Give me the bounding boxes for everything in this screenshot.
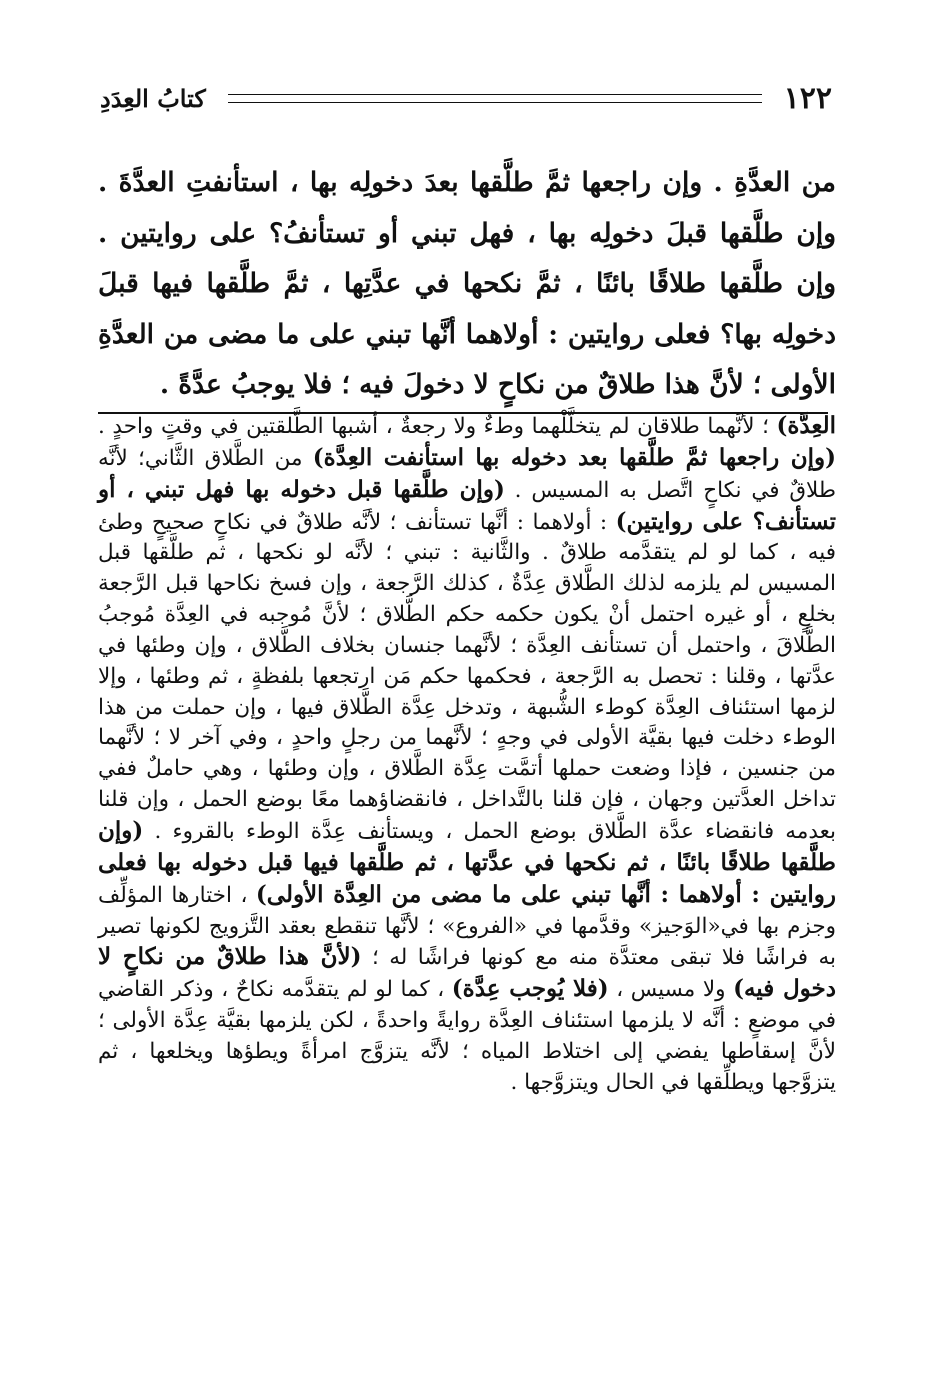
commentary-text: ؛ لأنَّهما طلاقان لم يتخلَّلْهما وطءٌ ولا رجعةٌ ، أشبها الطَّلقتين في وقتٍ واحدٍ . — [98, 414, 777, 439]
header-double-rule — [228, 94, 762, 103]
quoted-main-text: (وإن راجعها ثمَّ طلَّقها بعد دخوله بها استأنفت العِدَّة) — [312, 443, 836, 471]
page-number: ١٢٢ — [783, 80, 832, 116]
quoted-main-text: (فلا يُوجب عِدَّة) — [451, 975, 609, 1003]
commentary — [98, 411, 836, 1099]
quoted-main-text: (وإن طلَّقها قبل دخوله بها فهل تبني ، أو تستأنف؟ على روايتين) — [98, 475, 836, 535]
commentary-text: : أولاهما : أنَّها تستأنف ؛ لأنَّه طلاقٌ في نكاحٍ صحيحٍ وطئ فيه ، كما لو لم يتقدَّمه طلاقٌ . والثَّانية : تبني ؛ لأنَّه لو نكحها ، ثم طلَّقها قبل المسيس لم يلزمه لذلك الطَّلاق عِدَّةٌ ، كذلك الرَّجعة ، وإن فسخ نكاحها قبل الرَّجعة بخلعٍ ، أو غيره احتمل أنْ يكون حكمه حكم الطَّلاق ؛ لأنَّ مُوجبه في العِدَّة مُوجبُ الطَّلاقَ ، واحتمل أن تستأنف العِدَّة ؛ لأنَّهما جنسان بخلاف الطَّلاق ، وإن وطئها في عدَّتها ، وقلنا : تحصل به الرَّجعة ، فحكمها حكم مَن ارتجعها بلفظةٍ ، ثم وطئها ، وإلا لزمها استئناف العِدَّة كوطء الشُّبهة ، وتدخل عِدَّة الطَّلاق فيها ، وإن حملت من هذا الوطء دخلت فيها بقيَّة الأولى في وجهٍ ؛ لأنَّهما من رجلٍ واحدٍ ، وفي آخر لا ؛ لأنَّهما من جنسين ، فإذا وضعت حملها أتمَّت عِدَّة الطَّلاق ، وإن وطئها ، وهي حاملٌ ففي تداخل العدَّتين وجهان ، فإن قلنا بالتَّداخل ، فانقضاؤهما معًا بوضع الحمل ، وإن قلنا بعدمه فانقضاء عدَّة الطَّلاق بوضع الحمل ، ويستأنف عِدَّة الوطء بالقروء . — [98, 509, 836, 844]
running-header — [100, 78, 832, 118]
commentary-paragraph — [98, 411, 836, 1099]
quoted-main-text: العِدَّة) — [776, 412, 836, 439]
running-title: كتابُ العِدَدِ — [100, 83, 206, 113]
commentary-text: من الطَّلاق الثَّاني؛ لأنَّه طلاقٌ في نكاحٍ اتَّصل به المسيس . — [98, 445, 836, 503]
commentary-text: ، اختارها المؤلِّف وجزم بها في«الوَجيز» وقدَّمها في «الفروع» ؛ لأنَّها تنقطع بعقد التَّزويج لكونها تصير به فراشًا فلا تبقى معتدَّة منه مع كونها فراشًا له ؛ — [98, 882, 837, 971]
main-text: من العدَّةِ . وإن راجعها ثمَّ طلَّقها بعدَ دخولِه بها ، استأنفتِ العدَّةَ . وإن طلَّقها قبلَ دخولِه بها ، فهل تبني أو تستأنفُ؟ على روايتين . وإن طلَّقها طلاقًا بائنًا ، ثمَّ نكحها في عدَّتِها ، ثمَّ طلَّقها فيها قبلَ دخولِه بها؟ فعلى روايتين : أولاهما أنَّها تبني على ما مضى من العدَّةِ الأولى ؛ لأنَّ هذا طلاقٌ من نكاحٍ لا دخولَ فيه ؛ فلا يوجبُ عدَّةً . — [98, 167, 836, 400]
quoted-main-text: (وإن طلَّقها طلاقًا بائنًا ، ثم نكحها في عدَّتها ، ثم طلَّقها فيها قبل دخوله بها فعلى روايتين : أولاهما : أنَّها تبني على ما مضى من العِدَّة الأولى) — [98, 816, 836, 908]
commentary-text: ولا مسيس ، — [608, 977, 734, 1003]
quoted-main-text: (لأنَّ هذا طلاقٌ من نكاحٍ لا دخول فيه) — [98, 943, 836, 1003]
commentary-text: ، كما لو لم يتقدَّمه نكاحٌ ، وذكر القاضي في موضعٍ : أنَّه لا يلزمها استئناف العِدَّة روايةً واحدةً ، لكن يلزمها بقيَّة عِدَّة الأولى ؛ لأنَّ إسقاطها يفضي إلى اختلاط المياه ؛ لأنَّه يتزوَّج امرأةً ويطؤها ويخلعها ، ثم يتزوَّجها ويطلِّقها في الحال ويتزوَّجها . — [98, 977, 836, 1095]
